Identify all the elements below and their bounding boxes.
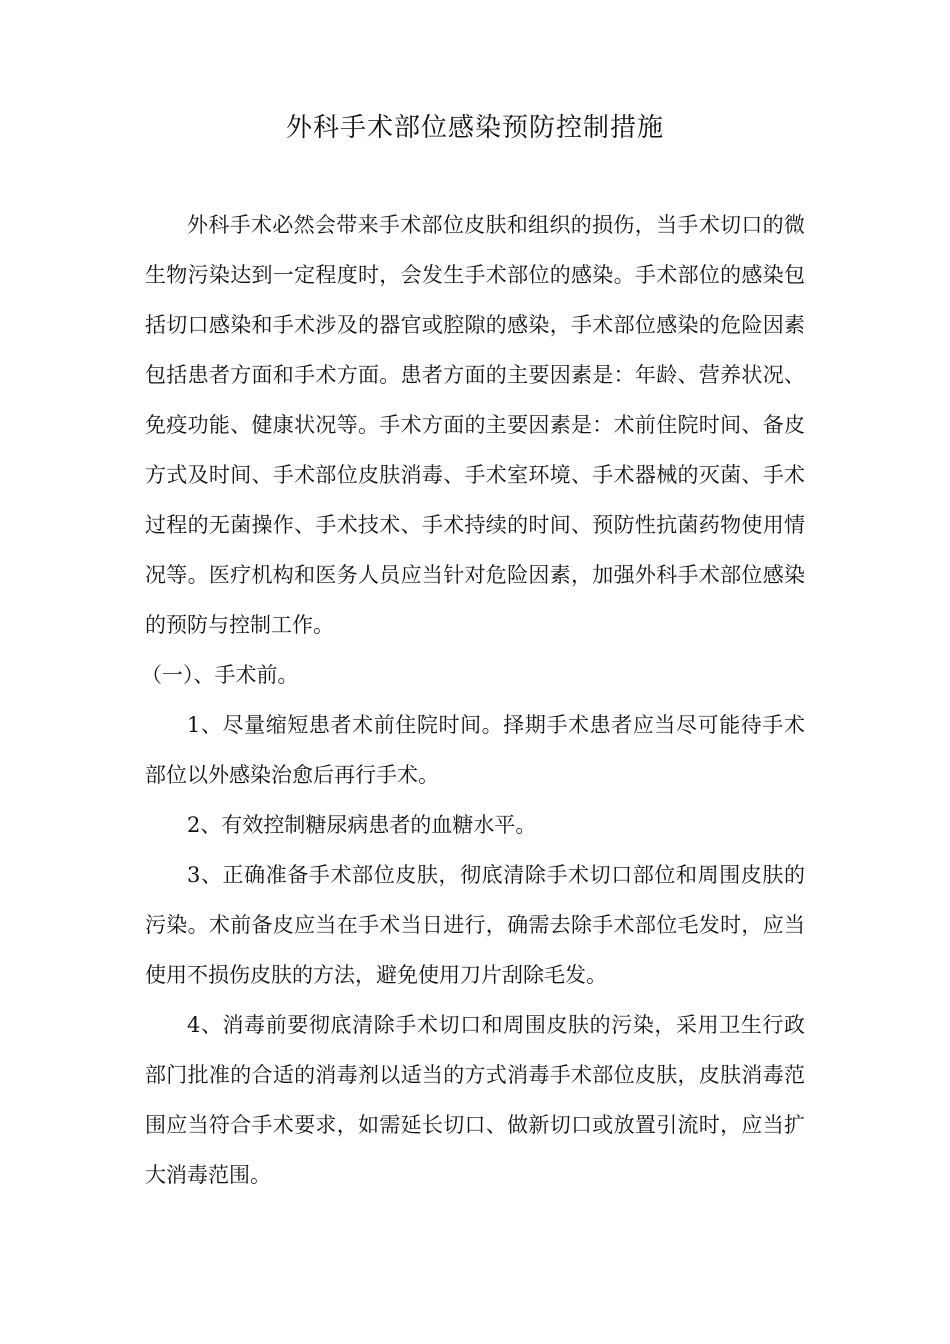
list-item-3: 3、正确准备手术部位皮肤，彻底清除手术切口部位和周围皮肤的污染。术前备皮应当在手术当日进行，确需去除手术部位毛发时，应当使用不损伤皮肤的方法，避免使用刀片刮除毛发。 bbox=[145, 863, 805, 987]
intro-paragraph: 外科手术必然会带来手术部位皮肤和组织的损伤，当手术切口的微生物污染达到一定程度时，会发生手术部位的感染。手术部位的感染包括切口感染和手术涉及的器官或腔隙的感染，手术部位感染的危险因素包括患者方面和手术方面。患者方面的主要因素是：年龄、营养状况、免疫功能、健康状况等。手术方面的主要因素是：术前住院时间、备皮方式及时间、手术部位皮肤消毒、手术室环境、手术器械的灭菌、手术过程的无菌操作、手术技术、手术持续的时间、预防性抗菌药物使用情况等。医疗机构和医务人员应当针对危险因素，加强外科手术部位感染的预防与控制工作。 bbox=[145, 213, 805, 637]
document-title: 外科手术部位感染预防控制措施 bbox=[285, 113, 664, 143]
document-body bbox=[141, 200, 805, 1200]
list-item-1: 1、尽量缩短患者术前住院时间。择期手术患者应当尽可能待手术部位以外感染治愈后再行手术。 bbox=[145, 713, 805, 787]
section-heading: （一）、手术前。 bbox=[141, 663, 299, 687]
list-item-2: 2、有效控制糖尿病患者的血糖水平。 bbox=[187, 813, 537, 837]
list-item-4: 4、消毒前要彻底清除手术切口和周围皮肤的污染，采用卫生行政部门批准的合适的消毒剂以适当的方式消毒手术部位皮肤，皮肤消毒范围应当符合手术要求，如需延长切口、做新切口或放置引流时，应当扩大消毒范围。 bbox=[145, 1013, 805, 1187]
